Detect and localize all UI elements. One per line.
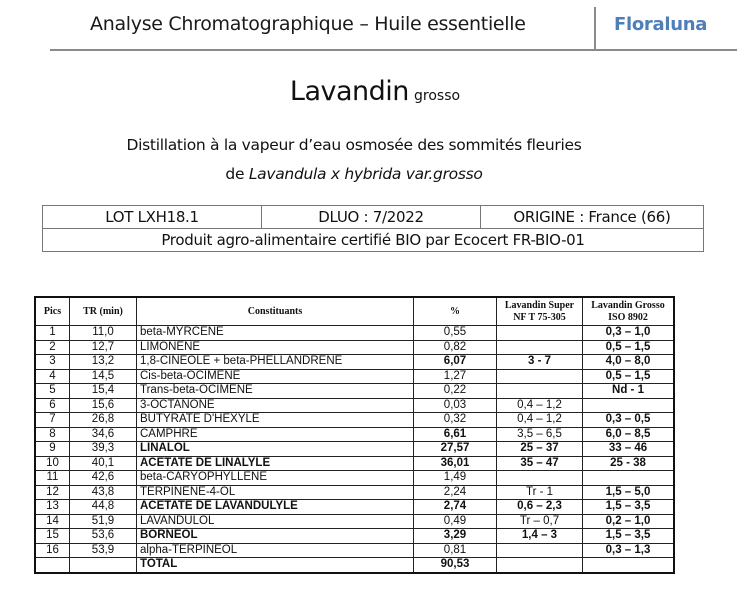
cell-percent: 2,74 xyxy=(414,500,497,515)
cell-lavandin-super xyxy=(497,326,583,341)
cell-percent: 0,03 xyxy=(414,398,497,413)
description-prefix: de xyxy=(225,165,249,183)
cell-pic: 1 xyxy=(35,326,70,341)
header-lavandin-super xyxy=(497,297,583,326)
header-super-line1: Lavandin Super xyxy=(504,299,575,311)
cell-constituant: LAVANDULOL xyxy=(137,514,414,529)
cell-lavandin-grosso xyxy=(583,398,675,413)
cell-pic: 12 xyxy=(35,485,70,500)
cell-tr: 14,5 xyxy=(70,369,137,384)
cell-lavandin-grosso: 0,5 – 1,5 xyxy=(583,340,675,355)
header-grosso-line2: ISO 8902 xyxy=(608,311,648,323)
cell-lavandin-grosso xyxy=(583,471,675,486)
cell-constituant: LIMONENE xyxy=(137,340,414,355)
cell-pic: 11 xyxy=(35,471,70,486)
cell-pic: 10 xyxy=(35,456,70,471)
cell-constituant: 1,8-CINEOLE + beta-PHELLANDRENE xyxy=(137,355,414,370)
cell-constituant: ACETATE DE LAVANDULYLE xyxy=(137,500,414,515)
cell-tr: 51,9 xyxy=(70,514,137,529)
cell-tr: 15,4 xyxy=(70,384,137,399)
cell-lavandin-super: 3,5 – 6,5 xyxy=(497,427,583,442)
cell-lavandin-grosso: Nd - 1 xyxy=(583,384,675,399)
cell-pic: 9 xyxy=(35,442,70,457)
cell-percent: 0,55 xyxy=(414,326,497,341)
cell-constituant: beta-CARYOPHYLLENE xyxy=(137,471,414,486)
cell-pic: 4 xyxy=(35,369,70,384)
cell-constituant: BUTYRATE D'HEXYLE xyxy=(137,413,414,428)
cell-tr: 39,3 xyxy=(70,442,137,457)
cell-lavandin-super xyxy=(497,471,583,486)
cell-tr: 40,1 xyxy=(70,456,137,471)
cell-constituant: ACETATE DE LINALYLE xyxy=(137,456,414,471)
certification: Produit agro-alimentaire certifié BIO par Ecocert FR-BIO-01 xyxy=(43,229,704,252)
cell-lavandin-grosso: 0,3 – 0,5 xyxy=(583,413,675,428)
cell-percent: 6,07 xyxy=(414,355,497,370)
cell-lavandin-super xyxy=(497,369,583,384)
cell-constituant: alpha-TERPINEOL xyxy=(137,543,414,558)
cell-percent: 1,27 xyxy=(414,369,497,384)
table-body xyxy=(35,326,674,558)
cell-percent: 36,01 xyxy=(414,456,497,471)
cell-lavandin-super: 35 – 47 xyxy=(497,456,583,471)
cell-tr: 34,6 xyxy=(70,427,137,442)
cell-lavandin-grosso: 25 - 38 xyxy=(583,456,675,471)
cell-lavandin-super xyxy=(497,384,583,399)
table-row xyxy=(35,529,674,544)
cell-tr: 44,8 xyxy=(70,500,137,515)
origine: ORIGINE : France (66) xyxy=(481,206,704,229)
header-divider-vertical xyxy=(594,7,596,50)
cell-lavandin-super xyxy=(497,340,583,355)
cell-lavandin-grosso: 1,5 – 3,5 xyxy=(583,500,675,515)
cell-tr: 11,0 xyxy=(70,326,137,341)
cell-lavandin-super: Tr - 1 xyxy=(497,485,583,500)
table-row xyxy=(35,384,674,399)
cell-tr: 13,2 xyxy=(70,355,137,370)
cell-tr: 42,6 xyxy=(70,471,137,486)
cell-lavandin-grosso: 1,5 – 3,5 xyxy=(583,529,675,544)
cell-lavandin-grosso: 0,2 – 1,0 xyxy=(583,514,675,529)
total-label: TOTAL xyxy=(137,558,414,573)
cell-pic: 2 xyxy=(35,340,70,355)
cell-percent: 0,82 xyxy=(414,340,497,355)
lot-info-box xyxy=(42,205,704,252)
product-title xyxy=(0,76,750,107)
cell-tr: 15,6 xyxy=(70,398,137,413)
table-row xyxy=(35,369,674,384)
cell-lavandin-grosso: 0,5 – 1,5 xyxy=(583,369,675,384)
cell-constituant: Cis-beta-OCIMENE xyxy=(137,369,414,384)
cell-percent: 6,61 xyxy=(414,427,497,442)
cell-lavandin-super: 0,4 – 1,2 xyxy=(497,413,583,428)
cell-lavandin-super xyxy=(497,543,583,558)
table-row xyxy=(35,398,674,413)
total-grosso-empty xyxy=(583,558,675,573)
header-constituants: Constituants xyxy=(137,297,414,326)
cell-pic: 5 xyxy=(35,384,70,399)
species-name: Lavandula x hybrida var.grosso xyxy=(248,165,483,183)
cell-lavandin-super: Tr – 0,7 xyxy=(497,514,583,529)
header-tr: TR (min) xyxy=(70,297,137,326)
cell-pic: 3 xyxy=(35,355,70,370)
cell-lavandin-grosso: 6,0 – 8,5 xyxy=(583,427,675,442)
table-header-row xyxy=(35,297,674,326)
cell-lavandin-grosso: 0,3 – 1,0 xyxy=(583,326,675,341)
cell-lavandin-grosso: 33 – 46 xyxy=(583,442,675,457)
table-row xyxy=(35,442,674,457)
total-pic-empty xyxy=(35,558,70,573)
table-row xyxy=(35,485,674,500)
product-name: Lavandin xyxy=(289,76,409,107)
cell-constituant: LINALOL xyxy=(137,442,414,457)
cell-percent: 0,22 xyxy=(414,384,497,399)
header-grosso-line1: Lavandin Grosso xyxy=(591,299,665,311)
cell-constituant: 3-OCTANONE xyxy=(137,398,414,413)
cell-pic: 16 xyxy=(35,543,70,558)
cell-percent: 1,49 xyxy=(414,471,497,486)
header-divider-horizontal xyxy=(50,49,737,51)
table-row xyxy=(35,413,674,428)
cell-percent: 3,29 xyxy=(414,529,497,544)
header-percent: % xyxy=(414,297,497,326)
cell-lavandin-grosso: 1,5 – 5,0 xyxy=(583,485,675,500)
cell-pic: 15 xyxy=(35,529,70,544)
cell-lavandin-super: 1,4 – 3 xyxy=(497,529,583,544)
lot-number: LOT LXH18.1 xyxy=(43,206,262,229)
product-variety: grosso xyxy=(414,88,461,104)
cell-constituant: Trans-beta-OCIMENE xyxy=(137,384,414,399)
description-line-2 xyxy=(0,165,708,183)
total-percent: 90,53 xyxy=(414,558,497,573)
cell-percent: 0,32 xyxy=(414,413,497,428)
cell-constituant: CAMPHRE xyxy=(137,427,414,442)
cell-percent: 0,81 xyxy=(414,543,497,558)
cell-tr: 53,6 xyxy=(70,529,137,544)
table-row xyxy=(35,326,674,341)
cell-lavandin-super: 0,6 – 2,3 xyxy=(497,500,583,515)
cell-lavandin-grosso: 4,0 – 8,0 xyxy=(583,355,675,370)
composition-table xyxy=(34,296,675,574)
cell-pic: 8 xyxy=(35,427,70,442)
document-title: Analyse Chromatographique – Huile essentielle xyxy=(90,13,526,35)
cell-percent: 2,24 xyxy=(414,485,497,500)
header-pics: Pics xyxy=(35,297,70,326)
table-row xyxy=(35,340,674,355)
cell-tr: 26,8 xyxy=(70,413,137,428)
cell-constituant: beta-MYRCENE xyxy=(137,326,414,341)
cell-tr: 43,8 xyxy=(70,485,137,500)
header-lavandin-grosso xyxy=(583,297,675,326)
table-total-row xyxy=(35,558,674,573)
table-row xyxy=(35,456,674,471)
cell-percent: 0,49 xyxy=(414,514,497,529)
cell-percent: 27,57 xyxy=(414,442,497,457)
table-row xyxy=(35,514,674,529)
cell-lavandin-grosso: 0,3 – 1,3 xyxy=(583,543,675,558)
cell-tr: 12,7 xyxy=(70,340,137,355)
cell-pic: 7 xyxy=(35,413,70,428)
description-line-1: Distillation à la vapeur d’eau osmosée des sommités fleuries xyxy=(126,136,582,154)
cell-constituant: TERPINENE-4-OL xyxy=(137,485,414,500)
table-row xyxy=(35,543,674,558)
cell-tr: 53,9 xyxy=(70,543,137,558)
cell-pic: 14 xyxy=(35,514,70,529)
total-super-empty xyxy=(497,558,583,573)
table-row xyxy=(35,471,674,486)
header-super-line2: NF T 75-305 xyxy=(513,311,566,323)
cell-lavandin-super: 3 - 7 xyxy=(497,355,583,370)
cell-lavandin-super: 0,4 – 1,2 xyxy=(497,398,583,413)
cell-pic: 6 xyxy=(35,398,70,413)
total-tr-empty xyxy=(70,558,137,573)
cell-constituant: BORNEOL xyxy=(137,529,414,544)
table-row xyxy=(35,427,674,442)
dluo: DLUO : 7/2022 xyxy=(262,206,481,229)
cell-pic: 13 xyxy=(35,500,70,515)
brand-name: Floraluna xyxy=(614,14,708,35)
table-row xyxy=(35,500,674,515)
cell-lavandin-super: 25 – 37 xyxy=(497,442,583,457)
table-row xyxy=(35,355,674,370)
